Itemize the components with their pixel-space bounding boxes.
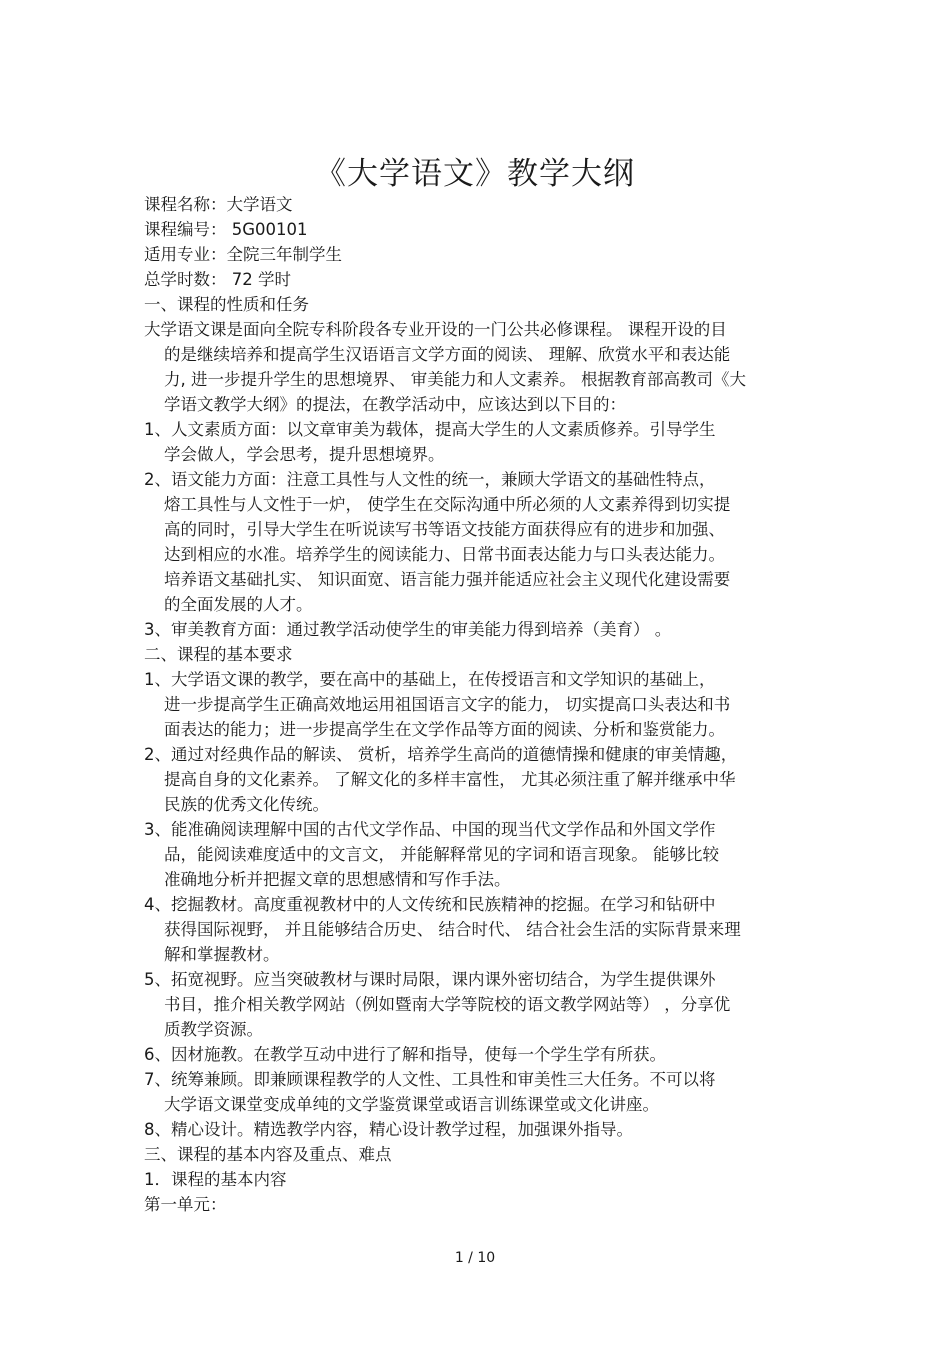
text-line: 2、通过对经典作品的解读、 赏析，培养学生高尚的道德情操和健康的审美情趣，: [144, 745, 738, 764]
text-line: 力, 进一步提升学生的思想境界、 审美能力和人文素养。 根据教育部高教司《大: [164, 370, 746, 389]
page-title: 《大学语文》教学大纲: [315, 156, 635, 192]
text-line: 适用专业：全院三年制学生: [144, 245, 342, 264]
text-line: 2、语文能力方面：注意工具性与人文性的统一，兼顾大学语文的基础性特点，: [144, 470, 716, 489]
text-line: 高的同时，引导大学生在听说读写书等语文技能方面获得应有的进步和加强、: [164, 520, 725, 539]
text-line: 准确地分析并把握文章的思想感情和写作手法。: [164, 870, 511, 889]
text-line: 7、统筹兼顾。即兼顾课程教学的人文性、工具性和审美性三大任务。不可以将: [144, 1070, 716, 1089]
text-line: 品，能阅读难度适中的文言文， 并能解释常见的字词和语言现象。 能够比较: [164, 845, 719, 864]
text-line: 熔工具性与人文性于一炉， 使学生在交际沟通中所必须的人文素养得到切实提: [164, 495, 731, 514]
text-line: 1、人文素质方面：以文章审美为载体，提高大学生的人文素质修养。引导学生: [144, 420, 716, 439]
text-line: 书目，推介相关教学网站（例如暨南大学等院校的语文教学网站等） ，分享优: [164, 995, 731, 1014]
text-line: 达到相应的水准。培养学生的阅读能力、日常书面表达能力与口头表达能力。: [164, 545, 725, 564]
text-line: 质教学资源。: [164, 1020, 263, 1039]
text-line: 5、拓宽视野。应当突破教材与课时局限，课内课外密切结合，为学生提供课外: [144, 970, 716, 989]
text-line: 面表达的能力；进一步提高学生在文学作品等方面的阅读、分析和鉴赏能力。: [164, 720, 725, 739]
text-line: 提高自身的文化素养。 了解文化的多样丰富性， 尤其必须注重了解并继承中华: [164, 770, 736, 789]
text-line: 培养语文基础扎实、 知识面宽、语言能力强并能适应社会主义现代化建设需要: [164, 570, 731, 589]
text-line: 获得国际视野， 并且能够结合历史、 结合时代、 结合社会生活的实际背景来理: [164, 920, 741, 939]
text-line: 6、因材施教。在教学互动中进行了解和指导，使每一个学生学有所获。: [144, 1045, 666, 1064]
text-line: 总学时数： 72 学时: [144, 270, 291, 289]
text-line: 三、课程的基本内容及重点、难点: [144, 1145, 392, 1164]
text-line: 的全面发展的人才。: [164, 595, 313, 614]
text-line: 4、挖掘教材。高度重视教材中的人文传统和民族精神的挖掘。在学习和钻研中: [144, 895, 716, 914]
text-line: 课程编号： 5G00101: [144, 220, 308, 239]
text-line: 大学语文课堂变成单纯的文学鉴赏课堂或语言训练课堂或文化讲座。: [164, 1095, 659, 1114]
text-line: 8、精心设计。精选教学内容，精心设计教学过程，加强课外指导。: [144, 1120, 633, 1139]
text-line: 民族的优秀文化传统。: [164, 795, 329, 814]
text-line: 大学语文课是面向全院专科阶段各专业开设的一门公共必修课程。 课程开设的目: [144, 320, 727, 339]
text-line: 3、审美教育方面：通过教学活动使学生的审美能力得到培养（美育） 。: [144, 620, 672, 639]
text-line: 二、课程的基本要求: [144, 645, 293, 664]
text-line: 3、能准确阅读理解中国的古代文学作品、中国的现当代文学作品和外国文学作: [144, 820, 716, 839]
text-line: 一、课程的性质和任务: [144, 295, 309, 314]
page-number: 1 / 10: [454, 1250, 496, 1266]
text-line: 解和掌握教材。: [164, 945, 280, 964]
document-body: [144, 192, 814, 1217]
text-line: 学语文教学大纲》的提法，在教学活动中，应该达到以下目的：: [164, 395, 626, 414]
text-line: 1、大学语文课的教学，要在高中的基础上，在传授语言和文学知识的基础上，: [144, 670, 716, 689]
text-line: 课程名称：大学语文: [144, 195, 293, 214]
text-line: 1．课程的基本内容: [144, 1170, 287, 1189]
text-line: 第一单元：: [144, 1195, 227, 1214]
text-line: 学会做人，学会思考，提升思想境界。: [164, 445, 445, 464]
text-line: 的是继续培养和提高学生汉语语言文学方面的阅读、 理解、欣赏水平和表达能: [164, 345, 731, 364]
text-line: 进一步提高学生正确高效地运用祖国语言文字的能力， 切实提高口头表达和书: [164, 695, 731, 714]
